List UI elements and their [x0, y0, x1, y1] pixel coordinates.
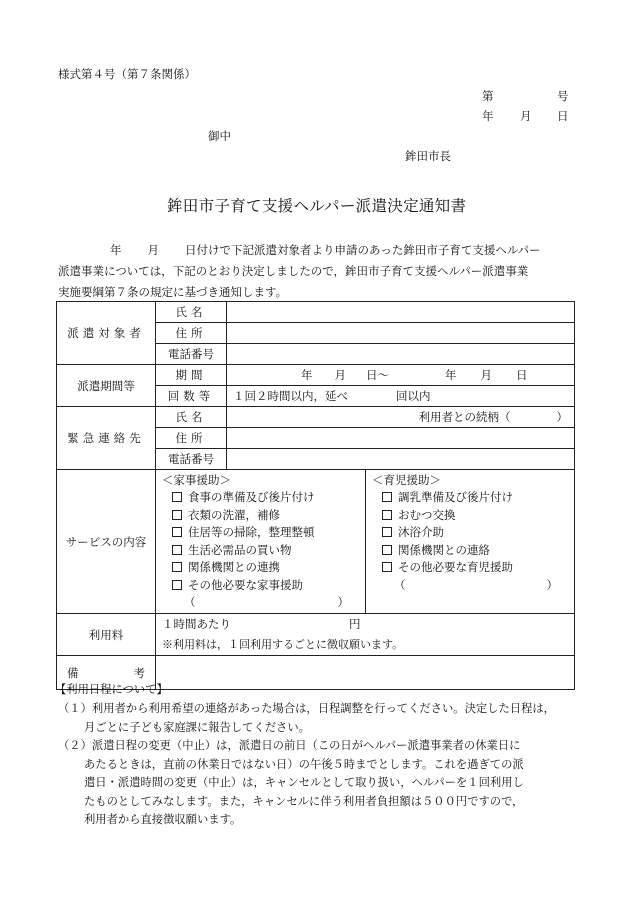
target-address-label-cell	[156, 323, 227, 344]
housework-item: 食事の準備及び後片付け	[162, 489, 359, 507]
form-number: 様式第４号（第７条関係）	[58, 67, 196, 81]
emergency-phone-value	[227, 449, 575, 470]
note-item-2: （２）派遣日程の変更（中止）は，派遣日の前日（この日がヘルパー派遣事業者の休業日に あたるときは，直前の休業日ではない日）の午後５時までとします。これを過ぎての派 遣日・派遣時間の変更（中止）は，キャンセルとして取り扱い，ヘルパーを１回利用し たものとしてみなします。また，キャンセルに伴う利用者負担額は５００円ですので， 利用者から直接徴収願います。	[58, 739, 524, 826]
intro-line1: 日付けで下記派遣対象者より申請のあった鉾田市子育て支援ヘルパー	[185, 243, 541, 257]
emergency-address-label-cell	[156, 428, 227, 449]
target-label-cell	[57, 302, 156, 365]
period-year1: 年	[301, 368, 313, 382]
period-sub-label-cell	[156, 365, 227, 386]
target-name-value	[227, 302, 575, 323]
target-name-label: 氏名	[175, 305, 207, 319]
service-label: サービスの内容	[65, 534, 147, 549]
childcare-item: 関係機関との連絡	[372, 542, 568, 560]
childcare-column	[366, 470, 575, 614]
fee-label-cell	[57, 614, 156, 656]
housework-other-paren: （ ）	[184, 595, 349, 609]
period-label: 派遣期間等	[77, 378, 135, 393]
count-label-cell	[156, 386, 227, 407]
checkbox[interactable]	[382, 545, 392, 555]
period-month1: 月	[334, 368, 346, 382]
page-title: 鉾田市子育て支援ヘルパー派遣決定通知書	[167, 197, 467, 215]
remarks-label-2: 考	[133, 665, 145, 680]
housework-column	[156, 470, 366, 614]
checkbox[interactable]	[172, 562, 182, 572]
count-value	[227, 386, 575, 407]
target-phone-label-cell	[156, 344, 227, 365]
count-text1: １回２時間以内，延べ	[233, 389, 348, 403]
count-label: 回数等	[167, 389, 215, 403]
childcare-item: 沐浴介助	[372, 524, 568, 542]
emergency-label-cell	[57, 407, 156, 470]
number-suffix: 号	[557, 89, 569, 103]
date-day: 日	[557, 109, 569, 123]
housework-item: 衣類の洗濯，補修	[162, 507, 359, 525]
emergency-name-value	[227, 407, 575, 428]
checkbox[interactable]	[382, 527, 392, 537]
emergency-relation-close: ）	[556, 410, 568, 424]
checkbox[interactable]	[172, 580, 182, 590]
intro-year: 年	[110, 243, 122, 257]
housework-item: 生活必需品の買い物	[162, 542, 359, 560]
period-year2: 年	[445, 368, 457, 382]
number-prefix: 第	[482, 89, 494, 103]
service-label-cell	[57, 470, 156, 614]
fee-yen: 円	[349, 617, 361, 631]
intro-paragraph	[58, 240, 578, 303]
decision-table	[56, 301, 575, 690]
childcare-item: その他必要な育児援助	[372, 559, 568, 577]
fee-note: ※利用料は，１回利用するごとに徴収願います。	[162, 638, 404, 651]
childcare-item: おむつ交換	[372, 507, 568, 525]
schedule-notes	[55, 679, 578, 830]
target-label: 派遣対象者	[67, 326, 145, 340]
fee-per-hour: １時間あたり	[162, 617, 231, 631]
issuer: 鉾田市長	[405, 149, 451, 163]
emergency-address-value	[227, 428, 575, 449]
childcare-header: ＜育児援助＞	[372, 473, 441, 487]
childcare-item: 調乳準備及び後片付け	[372, 489, 568, 507]
target-address-label: 住所	[175, 326, 207, 340]
intro-month: 月	[147, 243, 159, 257]
emergency-relation: 利用者との続柄（	[418, 410, 511, 424]
target-phone-label: 電話番号	[168, 347, 214, 361]
emergency-name-label-cell	[156, 407, 227, 428]
notes-heading: 【利用日程について】	[55, 683, 168, 696]
count-text2: 回以内	[396, 389, 431, 403]
addressee-suffix: 御中	[208, 129, 231, 143]
housework-header: ＜家事援助＞	[162, 473, 231, 487]
emergency-address-label: 住所	[175, 431, 207, 445]
emergency-name-label: 氏名	[175, 410, 207, 424]
checkbox[interactable]	[172, 492, 182, 502]
housework-item: 住居等の掃除，整理整頓	[162, 524, 359, 542]
checkbox[interactable]	[382, 562, 392, 572]
period-sub-label: 期間	[175, 368, 207, 382]
housework-item: その他必要な家事援助	[162, 577, 359, 595]
emergency-label: 緊急連絡先	[67, 431, 145, 445]
target-phone-value	[227, 344, 575, 365]
childcare-other-paren: （ ）	[394, 577, 558, 592]
period-day2: 日	[516, 368, 528, 382]
emergency-phone-label: 電話番号	[168, 452, 214, 466]
remarks-label-1: 備	[67, 665, 79, 680]
intro-line3: 実施要綱第７条の規定に基づき通知します。	[58, 285, 288, 299]
fee-label: 利用料	[88, 627, 124, 642]
date-year: 年	[482, 109, 494, 123]
emergency-phone-label-cell	[156, 449, 227, 470]
period-day1: 日～	[366, 368, 389, 382]
period-value	[227, 365, 575, 386]
housework-item: 関係機関との連携	[162, 559, 359, 577]
note-item-1: （１）利用者から利用希望の連絡があった場合は，日程調整を行ってください。決定した日程は， 月ごとに子ども家庭課に報告してください。	[58, 702, 555, 734]
period-month2: 月	[480, 368, 492, 382]
checkbox[interactable]	[382, 510, 392, 520]
period-label-cell	[57, 365, 156, 407]
intro-line2: 派遣事業については，下記のとおり決定しましたので，鉾田市子育て支援ヘルパー派遣事業	[58, 264, 529, 278]
target-name-label-cell	[156, 302, 227, 323]
checkbox[interactable]	[382, 492, 392, 502]
checkbox[interactable]	[172, 510, 182, 520]
fee-value	[156, 614, 575, 656]
target-address-value	[227, 323, 575, 344]
checkbox[interactable]	[172, 527, 182, 537]
checkbox[interactable]	[172, 545, 182, 555]
date-month: 月	[520, 109, 532, 123]
